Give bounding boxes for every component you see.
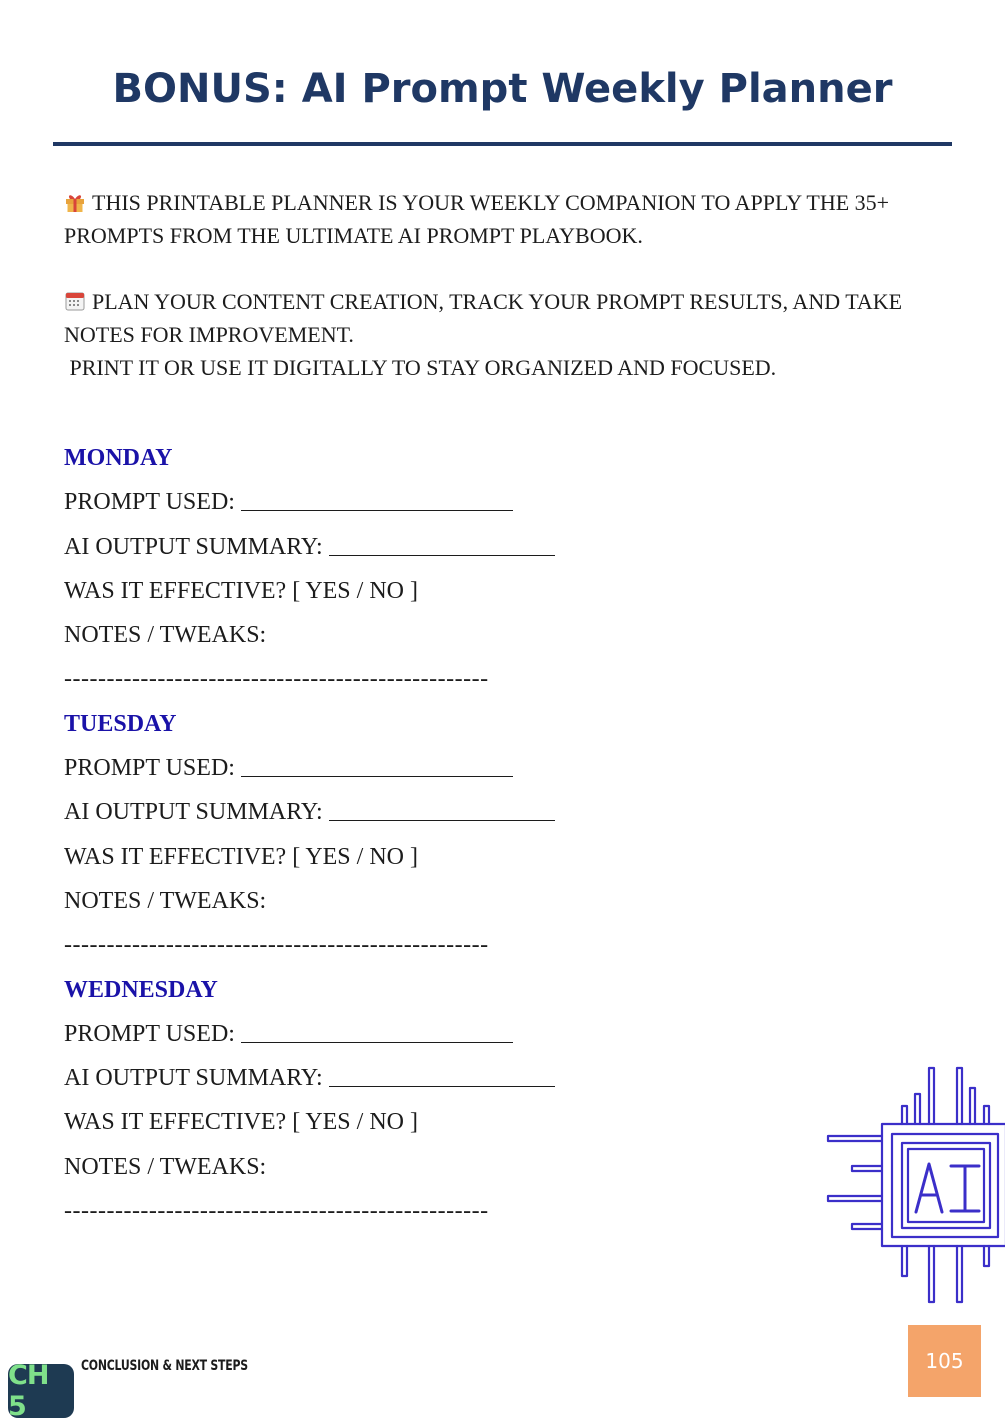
output-summary-label: AI OUTPUT SUMMARY: [64, 799, 329, 826]
intro-line-3: PLAN YOUR CONTENT CREATION, TRACK YOUR PROMPT RESULTS, AND TAKE [92, 289, 903, 314]
intro-line-2: PROMPTS FROM THE ULTIMATE AI PROMPT PLAYBOOK. [64, 223, 643, 248]
intro-line-5: PRINT IT OR USE IT DIGITALLY TO STAY ORGANIZED AND FOCUSED. [64, 355, 777, 380]
prompt-used-label: PROMPT USED: [64, 755, 241, 782]
section-separator: -------------------------------------------------- [64, 666, 489, 693]
notes-row: NOTES / TWEAKS: [64, 887, 267, 914]
output-summary-row [64, 795, 764, 839]
output-summary-blank[interactable] [329, 531, 555, 556]
output-summary-row [64, 1061, 764, 1105]
output-summary-row [64, 530, 764, 574]
prompt-used-row [64, 751, 764, 795]
day-heading: MONDAY [64, 445, 173, 471]
effective-row: WAS IT EFFECTIVE? [ YES / NO ] [64, 843, 418, 870]
effective-row: WAS IT EFFECTIVE? [ YES / NO ] [64, 577, 418, 604]
day-section-wednesday [64, 973, 764, 1239]
output-summary-blank[interactable] [329, 796, 555, 821]
ai-chip-icon [826, 1066, 1005, 1304]
output-summary-blank[interactable] [329, 1062, 555, 1087]
section-separator: -------------------------------------------------- [64, 932, 489, 959]
intro-text [64, 186, 944, 384]
section-separator: -------------------------------------------------- [64, 1198, 489, 1225]
prompt-used-row [64, 485, 764, 529]
prompt-used-blank[interactable] [241, 752, 513, 777]
calendar-icon [64, 290, 86, 312]
day-heading: WEDNESDAY [64, 976, 218, 1003]
day-section-monday [64, 441, 764, 707]
title-divider [53, 142, 952, 146]
notes-row: NOTES / TWEAKS: [64, 622, 267, 649]
intro-line-4: NOTES FOR IMPROVEMENT. [64, 322, 354, 347]
notes-row: NOTES / TWEAKS: [64, 1153, 267, 1180]
intro-paragraph-2 [64, 285, 944, 384]
weekly-planner [64, 441, 764, 1238]
gift-icon [64, 191, 86, 213]
prompt-used-label: PROMPT USED: [64, 1020, 241, 1047]
prompt-used-row [64, 1017, 764, 1061]
output-summary-label: AI OUTPUT SUMMARY: [64, 1065, 329, 1092]
day-section-tuesday [64, 707, 764, 973]
effective-row: WAS IT EFFECTIVE? [ YES / NO ] [64, 1109, 418, 1136]
prompt-used-blank[interactable] [241, 1018, 513, 1043]
chapter-title: CONCLUSION & NEXT STEPS [81, 1358, 248, 1374]
page-title: BONUS: AI Prompt Weekly Planner [112, 66, 893, 112]
output-summary-label: AI OUTPUT SUMMARY: [64, 533, 329, 560]
prompt-used-label: PROMPT USED: [64, 489, 241, 516]
prompt-used-blank[interactable] [241, 486, 513, 511]
intro-paragraph-1 [64, 186, 944, 252]
page-number: 105 [908, 1325, 981, 1397]
intro-line-1: THIS PRINTABLE PLANNER IS YOUR WEEKLY COMPANION TO APPLY THE 35+ [92, 190, 890, 215]
day-heading: TUESDAY [64, 710, 177, 737]
chapter-badge: CH 5 [8, 1364, 74, 1418]
chip-label: AI [946, 1214, 948, 1215]
